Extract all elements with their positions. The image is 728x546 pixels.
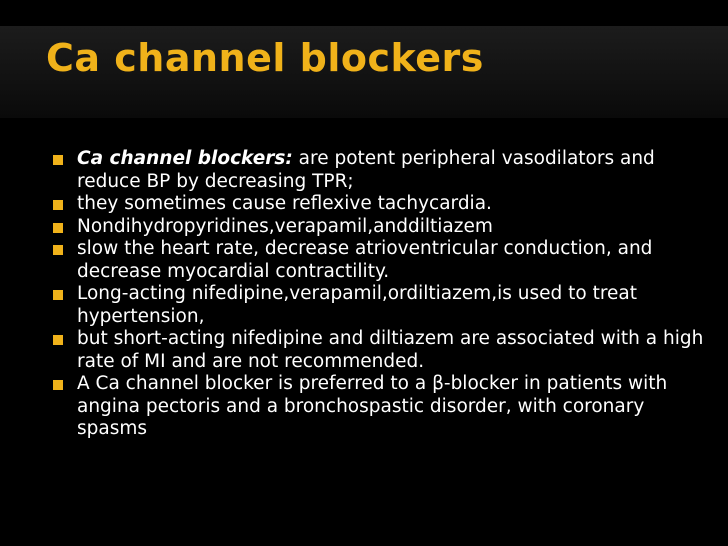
- square-bullet-icon: [53, 155, 63, 165]
- square-bullet-icon: [53, 335, 63, 345]
- bullet-text: are potent peripheral vasodilators and reduce BP by decreasing TPR;: [77, 148, 655, 192]
- bullet-item: [48, 148, 718, 193]
- bullet-text: slow the heart rate, decrease atrioventricular conduction, and decrease myocardial contractility.: [77, 238, 653, 282]
- square-bullet-icon: [53, 245, 63, 255]
- bullet-list: [48, 148, 718, 441]
- bullet-item: [48, 373, 718, 441]
- bullet-item: [48, 193, 718, 216]
- bullet-text: A Ca channel blocker is preferred to a β-blocker in patients with angina pectoris and a bronchospastic disorder, with coronary spasms: [77, 373, 668, 439]
- square-bullet-icon: [53, 380, 63, 390]
- bullet-item: [48, 238, 718, 283]
- square-bullet-icon: [53, 200, 63, 210]
- slide-content: [48, 148, 718, 441]
- bullet-text: Nondihydropyridines,verapamil,anddiltiazem: [77, 215, 493, 237]
- bullet-text: Long-acting nifedipine,verapamil,ordiltiazem,is used to treat hypertension,: [77, 283, 637, 327]
- slide-title: Ca channel blockers: [46, 36, 484, 80]
- bullet-item: [48, 328, 718, 373]
- bullet-item: [48, 283, 718, 328]
- bullet-text: but short-acting nifedipine and diltiazem are associated with a high rate of MI and are not recommended.: [77, 328, 704, 372]
- square-bullet-icon: [53, 223, 63, 233]
- bullet-lead: Ca channel blockers:: [77, 148, 293, 169]
- bullet-text: they sometimes cause reflexive tachycardia.: [77, 193, 492, 214]
- bullet-item: [48, 216, 718, 239]
- square-bullet-icon: [53, 290, 63, 300]
